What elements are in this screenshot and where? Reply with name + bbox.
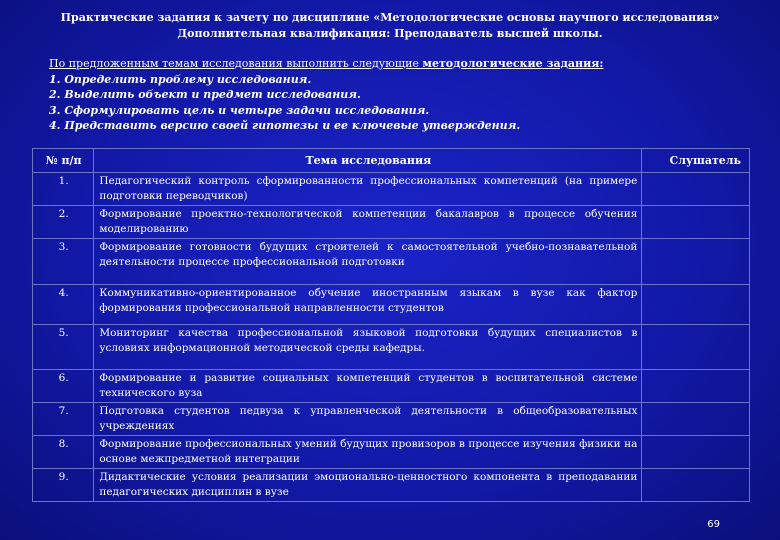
row-student bbox=[642, 239, 750, 285]
instructions-block bbox=[49, 56, 709, 134]
row-student bbox=[642, 285, 750, 325]
row-number: 8. bbox=[33, 436, 94, 469]
instructions-intro bbox=[49, 56, 709, 72]
row-number: 3. bbox=[33, 239, 94, 285]
table-row bbox=[33, 469, 750, 502]
row-number: 2. bbox=[33, 206, 94, 239]
row-student bbox=[642, 370, 750, 403]
table-header-row bbox=[33, 149, 750, 173]
row-topic: Формирование профессиональных умений будущих провизоров в процессе изучения физики на основе межпредметной интеграции bbox=[94, 436, 642, 469]
row-topic: Формирование проектно-технологической компетенции бакалавров в процессе обучения моделированию bbox=[94, 206, 642, 239]
table-row bbox=[33, 206, 750, 239]
table-row bbox=[33, 370, 750, 403]
row-student bbox=[642, 325, 750, 370]
page-title: Практические задания к зачету по дисциплине «Методологические основы научного исследования» bbox=[60, 11, 720, 24]
row-number: 5. bbox=[33, 325, 94, 370]
column-header-topic: Тема исследования bbox=[94, 149, 642, 173]
row-student bbox=[642, 436, 750, 469]
page-subtitle: Дополнительная квалификация: Преподаватель высшей школы. bbox=[177, 27, 603, 40]
instructions-intro-text: По предложенным темам исследования выполнить следующие bbox=[49, 57, 423, 70]
column-header-student: Слушатель bbox=[642, 149, 750, 173]
row-student bbox=[642, 173, 750, 206]
row-topic: Формирование готовности будущих строителей к самостоятельной учебно-познавательной деятельности процессе профессиональной подготовки bbox=[94, 239, 642, 285]
table-row bbox=[33, 325, 750, 370]
row-student bbox=[642, 403, 750, 436]
row-number: 7. bbox=[33, 403, 94, 436]
row-topic: Подготовка студентов педвуза к управленческой деятельности в общеобразовательных учреждениях bbox=[94, 403, 642, 436]
table-row bbox=[33, 173, 750, 206]
instructions-intro-bold: методологические задания: bbox=[422, 57, 604, 70]
row-topic: Мониторинг качества профессиональной языковой подготовки будущих специалистов в условиях информационной методической среды кафедры. bbox=[94, 325, 642, 370]
table-row bbox=[33, 239, 750, 285]
task-item: 3. Сформулировать цель и четыре задачи исследования. bbox=[49, 103, 430, 117]
topics-table bbox=[32, 148, 750, 502]
task-item: 4. Представить версию своей гипотезы и ее ключевые утверждения. bbox=[49, 119, 521, 132]
row-topic: Коммуникативно-ориентированное обучение иностранным языкам в вузе как фактор формирования профессиональной направленности студентов bbox=[94, 285, 642, 325]
row-student bbox=[642, 206, 750, 239]
page-number: 69 bbox=[707, 519, 720, 530]
task-item: 2. Выделить объект и предмет исследования. bbox=[49, 88, 361, 101]
row-number: 9. bbox=[33, 469, 94, 502]
task-item: 1. Определить проблему исследования. bbox=[49, 72, 312, 86]
table-row bbox=[33, 403, 750, 436]
row-student bbox=[642, 469, 750, 502]
row-number: 4. bbox=[33, 285, 94, 325]
column-header-number: № п/п bbox=[33, 149, 94, 173]
row-number: 6. bbox=[33, 370, 94, 403]
row-number: 1. bbox=[33, 173, 94, 206]
table-row bbox=[33, 285, 750, 325]
row-topic: Формирование и развитие социальных компетенций студентов в воспитательной системе технического вуза bbox=[94, 370, 642, 403]
row-topic: Дидактические условия реализации эмоционально-ценностного компонента в преподавании педагогических дисциплин в вузе bbox=[94, 469, 642, 502]
row-topic: Педагогический контроль сформированности профессиональных компетенций (на примере подготовки переводчиков) bbox=[94, 173, 642, 206]
table-row bbox=[33, 436, 750, 469]
